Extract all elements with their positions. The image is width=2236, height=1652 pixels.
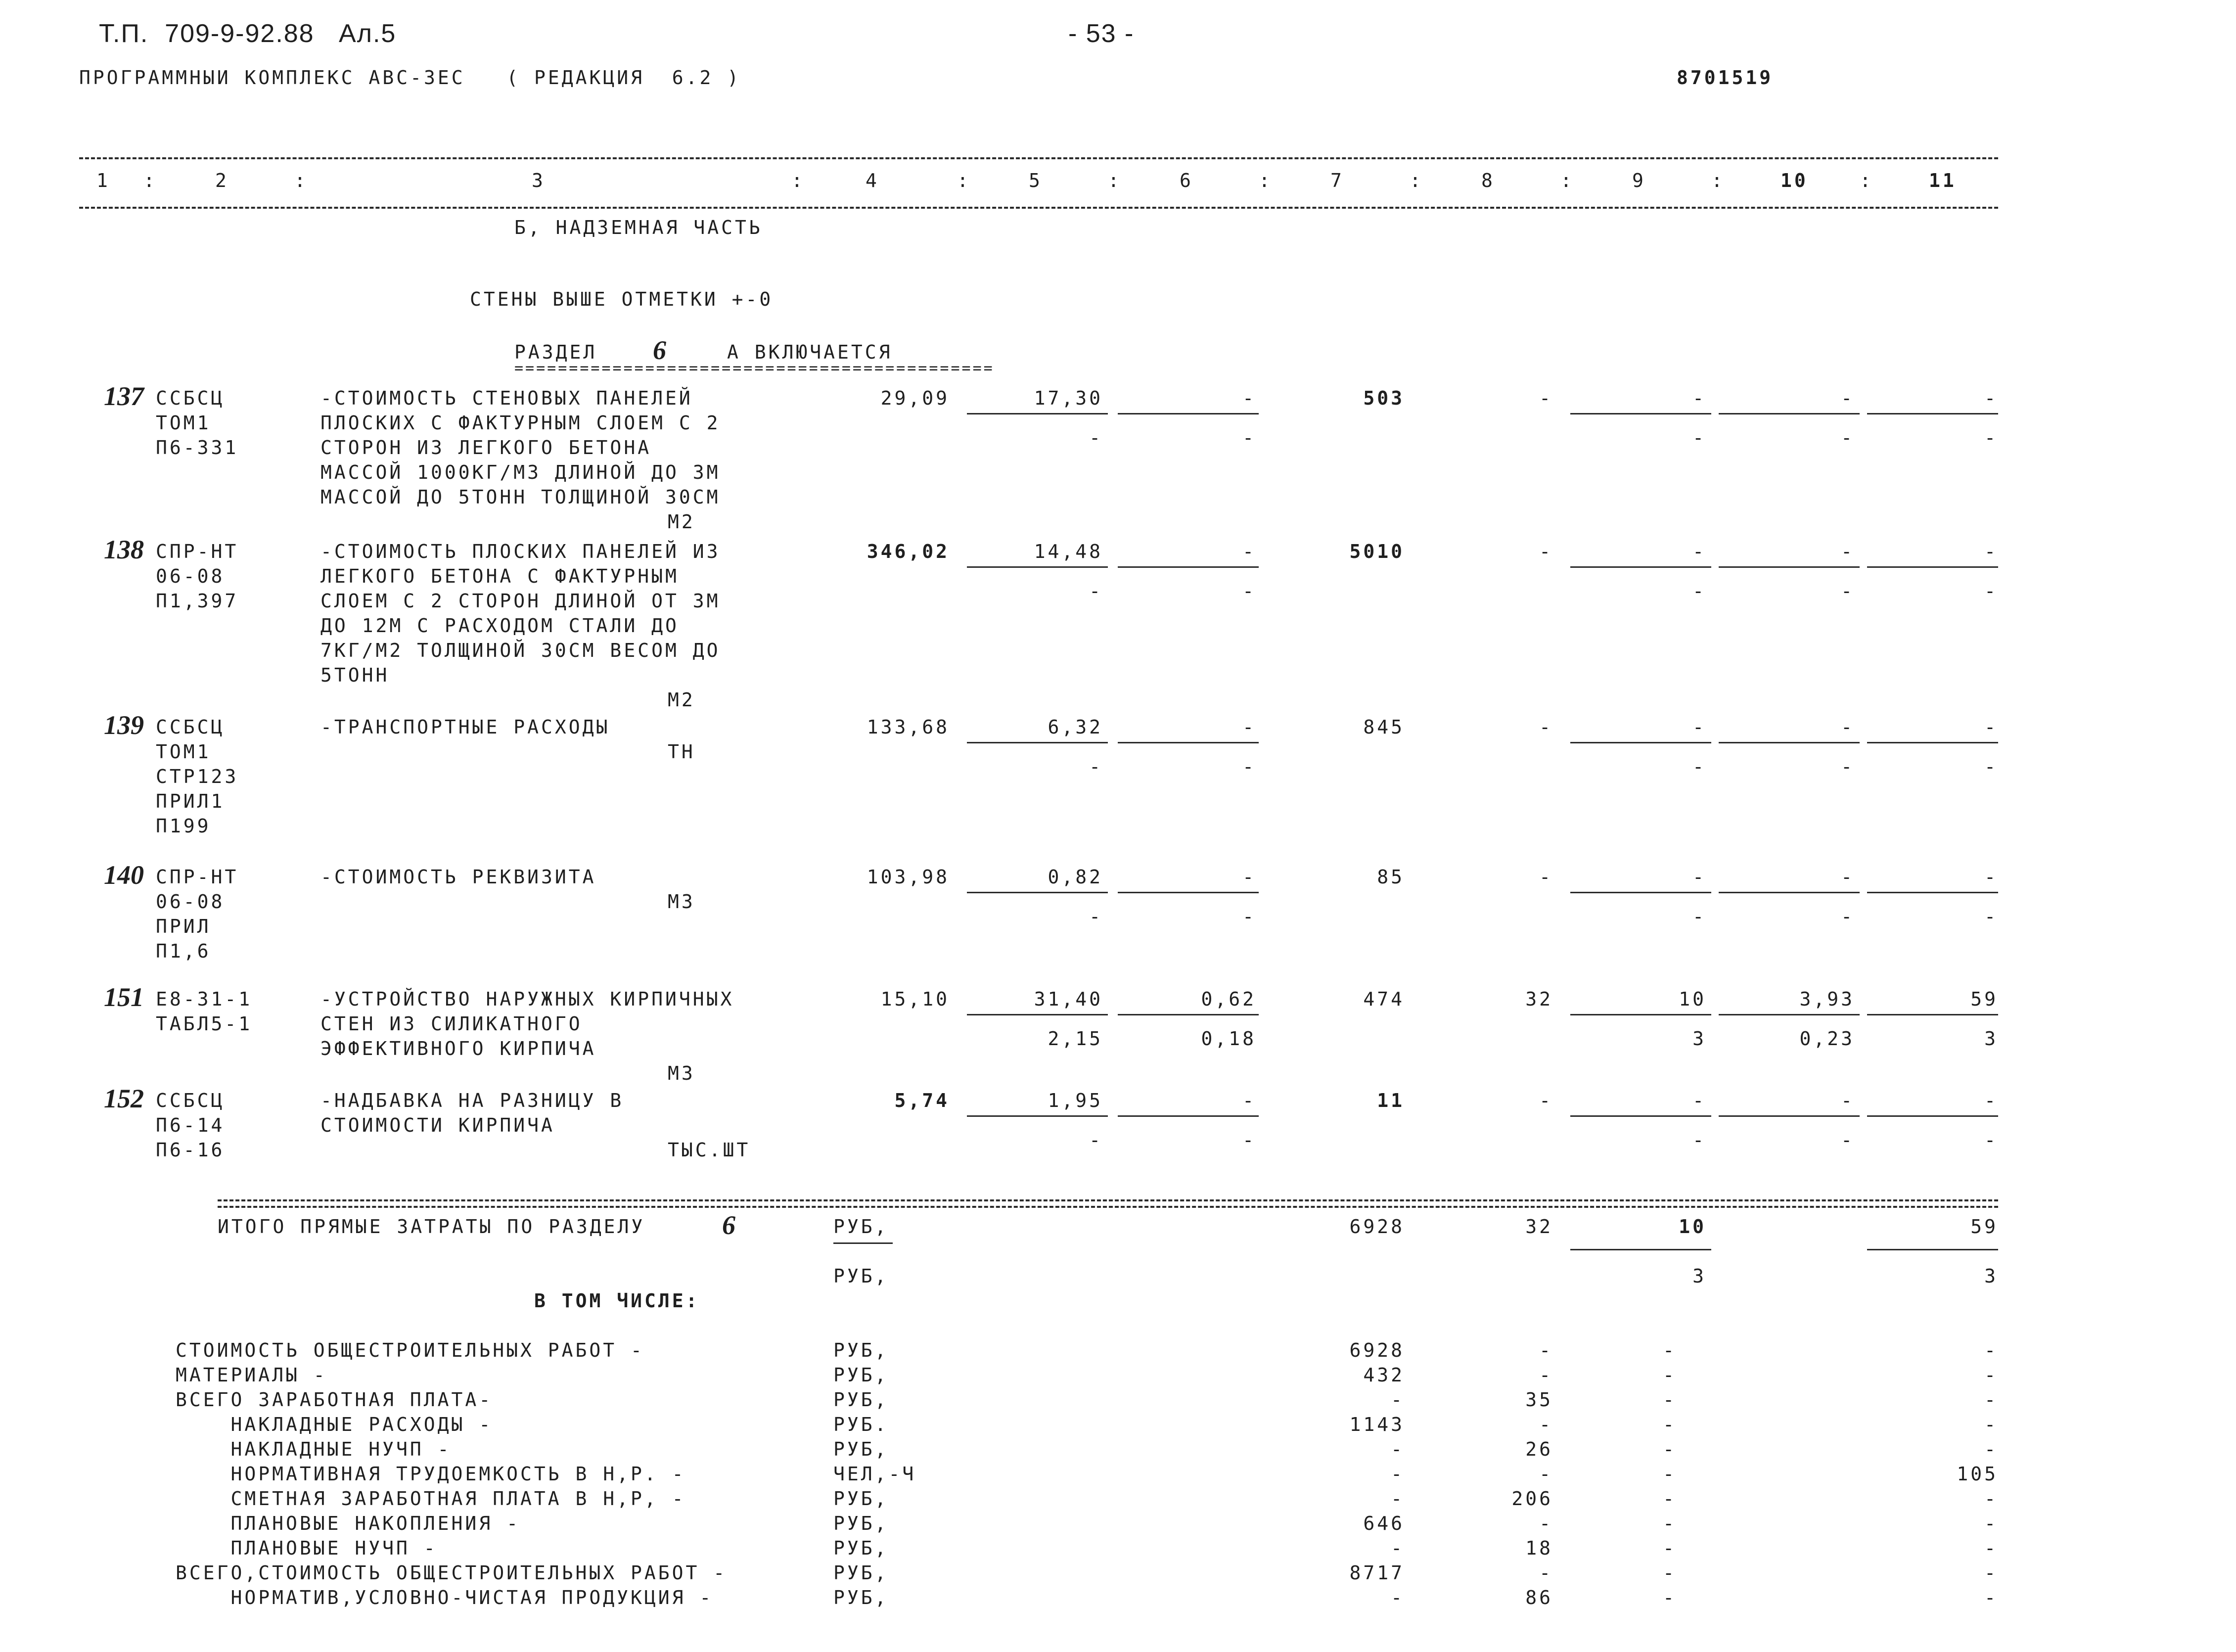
row-number: 139 (104, 710, 144, 740)
cell-c5b: - (1089, 580, 1103, 602)
cell-c9b: - (1692, 427, 1706, 449)
cell-c5b: 2,15 (1048, 1028, 1103, 1050)
col-sep: : (791, 170, 805, 191)
cell-c7: 474 (1363, 988, 1405, 1010)
cell-divider-rule (1118, 1115, 1259, 1117)
cell-c5b: - (1089, 906, 1103, 927)
col-h-9: 9 (1632, 170, 1646, 191)
summary-c9: - (1663, 1389, 1677, 1411)
row-number: 137 (104, 381, 144, 411)
row-number: 151 (104, 982, 144, 1012)
cell-c9b: 3 (1692, 1028, 1706, 1050)
cell-c11: - (1984, 1090, 1998, 1111)
summary-label: НОРМАТИВ,УСЛОВНО-ЧИСТАЯ ПРОДУКЦИЯ - (176, 1587, 714, 1608)
summary-c9: - (1663, 1339, 1677, 1361)
summary-c8: - (1539, 1339, 1553, 1361)
cell-divider-rule (1719, 566, 1860, 568)
cell-divider-rule (967, 742, 1108, 743)
cell-divider-rule (1719, 413, 1860, 414)
summary-unit: РУБ, (833, 1389, 889, 1411)
cell-c10b: 0,23 (1799, 1028, 1855, 1050)
cell-c6b: - (1242, 1129, 1256, 1151)
summary-c9: - (1663, 1414, 1677, 1435)
col-sep: : (957, 170, 971, 191)
cell-c5: 31,40 (1034, 988, 1103, 1010)
cell-c6b: - (1242, 906, 1256, 927)
cell-c4: 5,74 (894, 1090, 950, 1111)
summary-c7: - (1391, 1587, 1405, 1608)
cell-c6: - (1242, 387, 1256, 409)
summary-c8: - (1539, 1364, 1553, 1386)
cell-c9: - (1692, 866, 1706, 888)
cell-c9b: - (1692, 756, 1706, 778)
summary-c7: - (1391, 1488, 1405, 1510)
col-h-7: 7 (1330, 170, 1344, 191)
cell-c9b: - (1692, 906, 1706, 927)
razdel-label: РАЗДЕЛ (514, 341, 597, 363)
summary-c7: - (1391, 1463, 1405, 1485)
cell-c5b: - (1089, 427, 1103, 449)
summary-c8: 206 (1511, 1488, 1553, 1510)
summary-unit: РУБ, (833, 1488, 889, 1510)
summary-c7: - (1391, 1389, 1405, 1411)
cell-c9b: - (1692, 1129, 1706, 1151)
cell-divider-rule (1118, 742, 1259, 743)
summary-unit: РУБ, (833, 1364, 889, 1386)
cell-c10: - (1841, 1090, 1855, 1111)
cell-c7: 11 (1377, 1090, 1405, 1111)
cell-c6b: - (1242, 756, 1256, 778)
summary-c11: - (1984, 1537, 1998, 1559)
summary-c8: 35 (1525, 1389, 1553, 1411)
row-description: -НАДБАВКА НА РАЗНИЦУ В СТОИМОСТИ КИРПИЧА (320, 1090, 624, 1136)
cell-divider-rule (1570, 1014, 1711, 1015)
cell-divider-rule (1719, 892, 1860, 893)
summary-c9: - (1663, 1537, 1677, 1559)
col-h-4: 4 (866, 170, 879, 191)
summary-c8: 86 (1525, 1587, 1553, 1608)
cell-c8: - (1539, 866, 1553, 888)
cell-divider-rule (1570, 892, 1711, 893)
incl-label: В ТОМ ЧИСЛЕ: (534, 1290, 700, 1312)
cell-divider-rule (1719, 1115, 1860, 1117)
row-code: ССБСЦ ТОМ1 СТР123 ПРИЛ1 П199 (156, 716, 239, 837)
col-h-8: 8 (1481, 170, 1495, 191)
cell-divider-rule (1118, 566, 1259, 568)
cell-c9: - (1692, 716, 1706, 738)
cell-c8: - (1539, 541, 1553, 562)
summary-c7: 8717 (1349, 1562, 1405, 1584)
col-h-3: 3 (532, 170, 546, 191)
cell-c10: - (1841, 866, 1855, 888)
totals-top-rule (218, 1199, 1998, 1201)
cell-c5: 0,82 (1048, 866, 1103, 888)
summary-unit: РУБ, (833, 1513, 889, 1534)
razdel-underline: ============================================ (514, 360, 995, 377)
header-bottom-rule (79, 207, 1998, 209)
cell-c4: 346,02 (867, 541, 950, 562)
summary-c8: - (1539, 1463, 1553, 1485)
row-unit: М2 (668, 689, 695, 711)
row-code: ССБСЦ ТОМ1 П6-331 (156, 387, 239, 459)
cell-c10: - (1841, 387, 1855, 409)
section-subtitle: СТЕНЫ ВЫШЕ ОТМЕТКИ +-0 (470, 288, 774, 310)
row-code: ССБСЦ П6-14 П6-16 (156, 1090, 225, 1161)
cell-c11: - (1984, 387, 1998, 409)
col-sep: : (1860, 170, 1873, 191)
row-description: -ТРАНСПОРТНЫЕ РАСХОДЫ (320, 716, 610, 738)
cell-divider-rule (1118, 1014, 1259, 1015)
cell-divider-rule (1867, 1115, 1998, 1117)
row-unit: ТЫС.ШТ (668, 1139, 751, 1161)
cell-divider-rule (1719, 1014, 1860, 1015)
summary-c11: - (1984, 1587, 1998, 1608)
summary-label: ПЛАНОВЫЕ НУЧП - (176, 1537, 438, 1559)
summary-label: НОРМАТИВНАЯ ТРУДОЕМКОСТЬ В Н,Р. - (176, 1463, 686, 1485)
summary-label: НАКЛАДНЫЕ НУЧП - (176, 1438, 452, 1460)
col-sep: : (1711, 170, 1725, 191)
cell-c8: 32 (1525, 988, 1553, 1010)
col-h-10: 10 (1780, 170, 1808, 191)
totals-c9b: 3 (1692, 1265, 1706, 1287)
cell-c11b: - (1984, 427, 1998, 449)
row-number: 140 (104, 860, 144, 890)
cell-c4: 15,10 (880, 988, 950, 1010)
summary-label: СМЕТНАЯ ЗАРАБОТНАЯ ПЛАТА В Н,Р, - (176, 1488, 686, 1510)
cell-c9: - (1692, 387, 1706, 409)
summary-c9: - (1663, 1438, 1677, 1460)
row-code: СПР-НТ 06-08 П1,397 (156, 541, 239, 612)
summary-c8: 18 (1525, 1537, 1553, 1559)
summary-unit: РУБ, (833, 1587, 889, 1608)
col-h-5: 5 (1029, 170, 1043, 191)
cell-divider-rule (1867, 1014, 1998, 1015)
cell-c8: - (1539, 387, 1553, 409)
summary-c11: - (1984, 1364, 1998, 1386)
cell-c9: - (1692, 541, 1706, 562)
program-title: ПРОГРАММНЫИ КОМПЛЕКС АВС-3ЕС ( РЕДАКЦИЯ 6.2 ) (79, 67, 741, 89)
summary-unit: РУБ. (833, 1414, 889, 1435)
cell-c11b: - (1984, 1129, 1998, 1151)
summary-c7: 432 (1363, 1364, 1405, 1386)
cell-divider-rule (1570, 413, 1711, 414)
cell-c6: - (1242, 716, 1256, 738)
col-sep: : (143, 170, 157, 191)
summary-c11: - (1984, 1513, 1998, 1534)
cell-c10: 3,93 (1799, 988, 1855, 1010)
row-unit: ТН (668, 741, 695, 763)
totals-c9-rule (1570, 1249, 1711, 1250)
row-code: Е8-31-1 ТАБЛ5-1 (156, 988, 253, 1035)
cell-c7: 845 (1363, 716, 1405, 738)
summary-c11: - (1984, 1562, 1998, 1584)
summary-c9: - (1663, 1513, 1677, 1534)
cell-c7: 85 (1377, 866, 1405, 888)
cell-divider-rule (967, 892, 1108, 893)
page-number: - 53 - (1068, 19, 1135, 48)
cell-c6b: - (1242, 580, 1256, 602)
cell-divider-rule (1118, 892, 1259, 893)
summary-c9: - (1663, 1488, 1677, 1510)
cell-c10b: - (1841, 906, 1855, 927)
totals-c11-rule (1867, 1249, 1998, 1250)
summary-c8: 26 (1525, 1438, 1553, 1460)
cell-c7: 5010 (1349, 541, 1405, 562)
summary-unit: РУБ, (833, 1537, 889, 1559)
row-number: 138 (104, 535, 144, 564)
row-code: СПР-НТ 06-08 ПРИЛ П1,6 (156, 866, 239, 962)
summary-c11: - (1984, 1414, 1998, 1435)
row-unit: М3 (668, 891, 695, 913)
summary-unit: ЧЕЛ,-Ч (833, 1463, 916, 1485)
cell-c10b: - (1841, 756, 1855, 778)
cell-c6b: - (1242, 427, 1256, 449)
summary-c7: 6928 (1349, 1339, 1405, 1361)
cell-c4: 133,68 (867, 716, 950, 738)
razdel-number: 6 (653, 335, 666, 365)
cell-c5: 1,95 (1048, 1090, 1103, 1111)
cell-c4: 29,09 (880, 387, 950, 409)
row-unit: М3 (668, 1062, 695, 1084)
totals-top-rule-2 (218, 1206, 1998, 1208)
cell-divider-rule (1719, 742, 1860, 743)
totals-c7: 6928 (1349, 1216, 1405, 1238)
cell-c6b: 0,18 (1201, 1028, 1256, 1050)
cell-divider-rule (1867, 413, 1998, 414)
row-description: -УСТРОЙСТВО НАРУЖНЫХ КИРПИЧНЫХ СТЕН ИЗ СИЛИКАТНОГО ЭФФЕКТИВНОГО КИРПИЧА (320, 988, 734, 1059)
cell-c11: - (1984, 716, 1998, 738)
cell-c5: 6,32 (1048, 716, 1103, 738)
cell-c10: - (1841, 541, 1855, 562)
cell-c11: 59 (1970, 988, 1998, 1010)
cell-c4: 103,98 (867, 866, 950, 888)
summary-unit: РУБ, (833, 1438, 889, 1460)
summary-c7: - (1391, 1438, 1405, 1460)
cell-divider-rule (967, 413, 1108, 414)
summary-c11: - (1984, 1438, 1998, 1460)
cell-c11b: - (1984, 906, 1998, 927)
cell-c5: 14,48 (1034, 541, 1103, 562)
razdel-tail: А ВКЛЮЧАЕТСЯ (727, 341, 893, 363)
cell-c7: 503 (1363, 387, 1405, 409)
cell-c5b: - (1089, 756, 1103, 778)
row-number: 152 (104, 1084, 144, 1113)
summary-unit: РУБ, (833, 1562, 889, 1584)
summary-label: ВСЕГО,СТОИМОСТЬ ОБЩЕСТРОИТЕЛЬНЫХ РАБОТ - (176, 1562, 728, 1584)
cell-c6: - (1242, 866, 1256, 888)
col-sep: : (1410, 170, 1423, 191)
summary-c9: - (1663, 1364, 1677, 1386)
totals-unit-rule (833, 1242, 893, 1244)
cell-divider-rule (967, 1014, 1108, 1015)
cell-divider-rule (1867, 742, 1998, 743)
totals-unit-1: РУБ, (833, 1216, 889, 1238)
cell-c10b: - (1841, 1129, 1855, 1151)
cell-c9: - (1692, 1090, 1706, 1111)
summary-c7: 1143 (1349, 1414, 1405, 1435)
totals-c11b: 3 (1984, 1265, 1998, 1287)
row-description: -СТОИМОСТЬ ПЛОСКИХ ПАНЕЛЕЙ ИЗ ЛЕГКОГО БЕТОНА С ФАКТУРНЫМ СЛОЕМ С 2 СТОРОН ДЛИНОЙ ОТ 3М ДО 12М С РАСХОДОМ СТАЛИ ДО 7КГ/М2 ТОЛЩИНОЙ 30СМ ВЕСОМ ДО 5ТОНН (320, 541, 721, 686)
cell-c9b: - (1692, 580, 1706, 602)
cell-c11: - (1984, 866, 1998, 888)
summary-label: МАТЕРИАЛЫ - (176, 1364, 327, 1386)
col-sep: : (1560, 170, 1574, 191)
summary-c11: - (1984, 1339, 1998, 1361)
summary-unit: РУБ, (833, 1339, 889, 1361)
summary-label: ПЛАНОВЫЕ НАКОПЛЕНИЯ - (176, 1513, 520, 1534)
summary-c9: - (1663, 1587, 1677, 1608)
totals-unit-2: РУБ, (833, 1265, 889, 1287)
cell-divider-rule (1867, 892, 1998, 893)
cell-divider-rule (1867, 566, 1998, 568)
summary-c8: - (1539, 1562, 1553, 1584)
cell-c11: - (1984, 541, 1998, 562)
summary-c11: - (1984, 1389, 1998, 1411)
cell-c11b: 3 (1984, 1028, 1998, 1050)
cell-c5b: - (1089, 1129, 1103, 1151)
summary-c7: 646 (1363, 1513, 1405, 1534)
summary-c8: - (1539, 1513, 1553, 1534)
cell-divider-rule (1570, 742, 1711, 743)
cell-c10b: - (1841, 580, 1855, 602)
summary-c11: 105 (1957, 1463, 1998, 1485)
totals-c11: 59 (1970, 1216, 1998, 1238)
cell-c8: - (1539, 1090, 1553, 1111)
cell-c5: 17,30 (1034, 387, 1103, 409)
cell-divider-rule (1570, 1115, 1711, 1117)
col-h-2: 2 (215, 170, 229, 191)
cell-c6: - (1242, 541, 1256, 562)
summary-label: СТОИМОСТЬ ОБЩЕСТРОИТЕЛЬНЫХ РАБОТ - (176, 1339, 644, 1361)
doc-code: Т.П. 709-9-92.88 Ал.5 (99, 19, 397, 48)
row-description: -СТОИМОСТЬ РЕКВИЗИТА (320, 866, 596, 888)
col-h-6: 6 (1180, 170, 1193, 191)
totals-c9: 10 (1679, 1216, 1706, 1238)
cell-divider-rule (1118, 413, 1259, 414)
col-h-1: 1 (96, 170, 110, 191)
row-unit: М2 (668, 511, 695, 533)
col-sep: : (1259, 170, 1273, 191)
totals-c8: 32 (1525, 1216, 1553, 1238)
cell-divider-rule (1570, 566, 1711, 568)
cell-c11b: - (1984, 580, 1998, 602)
header-top-rule (79, 157, 1998, 159)
summary-c9: - (1663, 1463, 1677, 1485)
cell-c6: 0,62 (1201, 988, 1256, 1010)
totals-label: ИТОГО ПРЯМЫЕ ЗАТРАТЫ ПО РАЗДЕЛУ (218, 1216, 645, 1238)
doc-number: 8701519 (1677, 67, 1774, 89)
summary-c11: - (1984, 1488, 1998, 1510)
section-title: Б, НАДЗЕМНАЯ ЧАСТЬ (514, 217, 763, 238)
col-sep: : (294, 170, 308, 191)
row-description: -СТОИМОСТЬ СТЕНОВЫХ ПАНЕЛЕЙ ПЛОСКИХ С ФАКТУРНЫМ СЛОЕМ С 2 СТОРОН ИЗ ЛЕГКОГО БЕТОНА МАССОЙ 1000КГ/М3 ДЛИНОЙ ДО 3М МАССОЙ ДО 5ТОНН ТОЛЩИНОЙ 30СМ (320, 387, 721, 508)
col-sep: : (1108, 170, 1122, 191)
cell-c10: - (1841, 716, 1855, 738)
cell-divider-rule (967, 566, 1108, 568)
summary-c7: - (1391, 1537, 1405, 1559)
cell-c10b: - (1841, 427, 1855, 449)
summary-c8: - (1539, 1414, 1553, 1435)
col-h-11: 11 (1929, 170, 1957, 191)
cell-c8: - (1539, 716, 1553, 738)
cell-c9: 10 (1679, 988, 1706, 1010)
totals-razdel-number: 6 (722, 1210, 735, 1240)
summary-label: НАКЛАДНЫЕ РАСХОДЫ - (176, 1414, 493, 1435)
cell-c6: - (1242, 1090, 1256, 1111)
cell-c11b: - (1984, 756, 1998, 778)
summary-c9: - (1663, 1562, 1677, 1584)
summary-label: ВСЕГО ЗАРАБОТНАЯ ПЛАТА- (176, 1389, 493, 1411)
cell-divider-rule (967, 1115, 1108, 1117)
